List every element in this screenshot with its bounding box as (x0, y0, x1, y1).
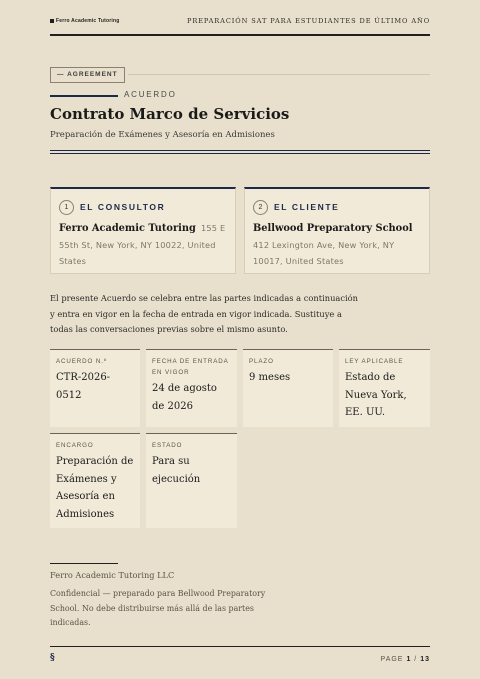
party-name: Bellwood Preparatory School (253, 223, 413, 234)
section-mark-icon: § (50, 653, 55, 663)
eyebrow-row (50, 90, 430, 102)
term-cell-governing-law (339, 349, 430, 427)
footer-rule (50, 646, 430, 647)
page-separator: / (414, 656, 418, 663)
party-role: EL CLIENTE (274, 202, 340, 212)
party-head (253, 199, 421, 215)
party-number-badge: 2 (253, 200, 268, 215)
agreement-tag: — AGREEMENT (50, 67, 125, 83)
page-number (381, 656, 430, 663)
eyebrow-rule (50, 95, 118, 97)
term-value: Estado de Nueva York, EE. UU. (345, 372, 407, 418)
term-value: 24 de agosto de 2026 (152, 383, 217, 412)
term-label: PLAZO (249, 358, 274, 365)
term-label: ESTADO (152, 442, 183, 449)
term-label: LEY APLICABLE (345, 358, 404, 365)
party-head (59, 199, 227, 215)
page-header (50, 16, 430, 36)
page-total: 13 (420, 656, 430, 663)
party-number-badge: 1 (59, 200, 74, 215)
term-value: Para su ejecución (152, 456, 201, 485)
party-role: EL CONSULTOR (80, 202, 166, 212)
term-value: CTR-2026-0512 (56, 372, 111, 401)
term-label: ACUERDO N.º (56, 358, 108, 365)
document-page (50, 0, 430, 679)
term-cell-engagement (50, 433, 140, 528)
party-body (59, 221, 227, 271)
party-card-client (244, 187, 430, 274)
confidentiality-note: Confidencial — preparado para Bellwood Preparatory School. No debe distribuirse más allá de las partes indicadas. (50, 589, 266, 627)
page-label: PAGE (380, 656, 404, 663)
term-value: 9 meses (249, 372, 291, 383)
intro-paragraph: El presente Acuerdo se celebra entre las partes indicadas a continuación y entra en vigor en la fecha de entrada en vigor indicada. Sustituye a todas las conversaciones previas sobre el mismo asunto. (50, 293, 359, 334)
term-cell-term (243, 349, 333, 427)
signature-rule (50, 563, 118, 564)
eyebrow-label: ACUERDO (124, 90, 177, 99)
document-title: Contrato Marco de Servicios (50, 105, 290, 123)
tag-divider (128, 74, 430, 75)
party-card-consultant (50, 187, 236, 274)
term-label: FECHA DE ENTRADA EN VIGOR (152, 358, 229, 376)
party-address: 155 E 55th St, New York, NY 10022, United States (59, 223, 226, 266)
brand-mark (50, 18, 120, 24)
running-title: PREPARACIÓN SAT PARA ESTUDIANTES DE ÚLTIMO AÑO (187, 17, 430, 25)
page-current: 1 (406, 656, 412, 663)
document-subtitle: Preparación de Exámenes y Asesoría en Admisiones (50, 130, 275, 140)
term-cell-effective-date (146, 349, 237, 427)
brand-name: Ferro Academic Tutoring (56, 18, 120, 24)
double-rule-divider (50, 150, 430, 154)
party-address: 412 Lexington Ave, New York, NY 10017, United States (253, 239, 395, 266)
party-body (253, 221, 421, 271)
tag-row (50, 67, 430, 83)
term-cell-agreement-number (50, 349, 140, 427)
term-cell-status (146, 433, 237, 528)
brand-square-icon (50, 19, 54, 23)
term-label: ENCARGO (56, 442, 94, 449)
party-name: Ferro Academic Tutoring (59, 223, 196, 234)
term-value: Preparación de Exámenes y Asesoría en Admisiones (56, 456, 134, 520)
company-name: Ferro Academic Tutoring LLC (50, 570, 175, 580)
